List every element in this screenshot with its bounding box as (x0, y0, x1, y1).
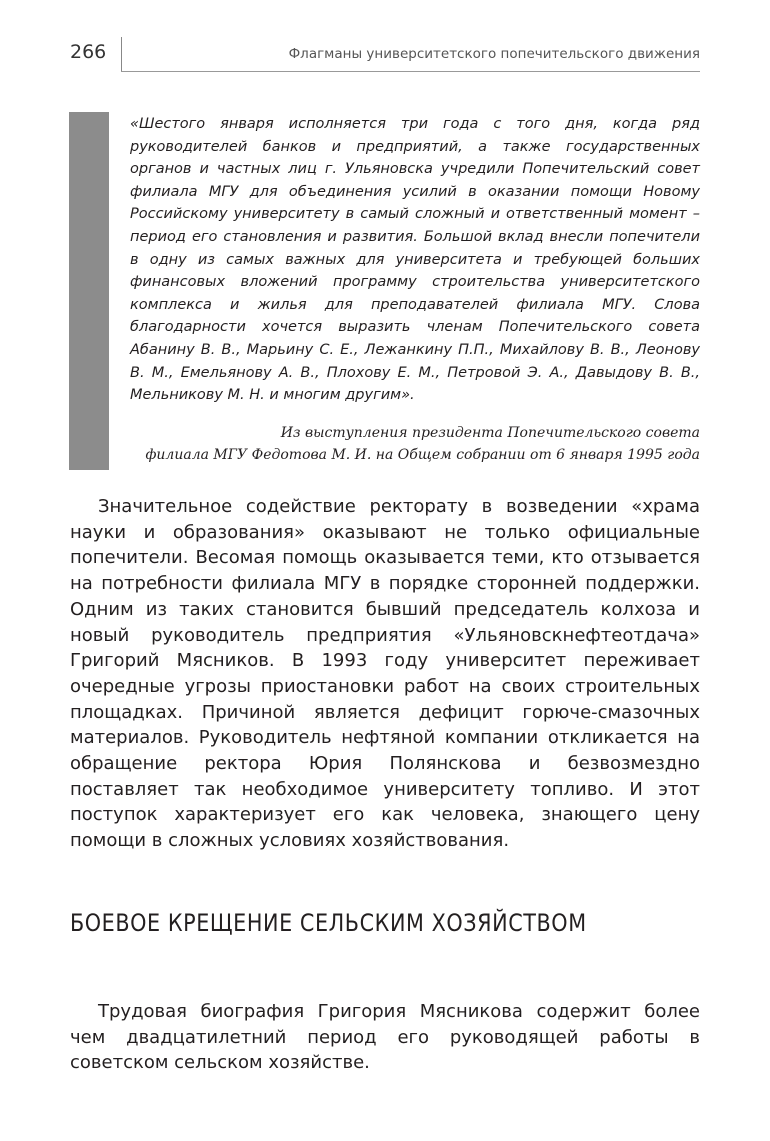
epigraph-quote: «Шестого января исполняется три года с того дня, когда ряд руководителей банков и предприятий, а также государственных органов и частных лиц г. Ульяновска учредили Попечительский совет филиала МГУ для объединения усилий в оказании помощи Новому Российскому университету в самый сложный и ответственный момент – период его становления и развития. Большой вклад внесли попечители в одну из самых важных для университета и требующей больших финансовых вложений программу строительства университетского комплекса и жилья для преподавателей филиала МГУ. Слова благодарности хочется выразить членам Попечительского совета Абанину В. В., Марьину С. Е., Лежанкину П.П., Михайлову В. В., Леонову В. М., Емельянову А. В., Плохову Е. М., Петровой Э. А., Давыдову В. В., Мельникову М. Н. и многим другим». (130, 116, 700, 404)
body-paragraph-1: Значительное содействие ректорату в возведении «храма науки и образования» оказывают не только официальные попечители. Весомая помощь оказывается теми, кто отзывается на потребности филиала МГУ в порядке сторонней поддержки. Одним из таких становится бывший председатель колхоза и новый руководитель предприятия «Ульяновскнефтеотдача» Григорий Мясников. В 1993 году университет переживает очередные угрозы приостановки работ на своих строительных площадках. Причиной является дефицит горюче-смазочных материалов. Руководитель нефтяной компании откликается на обращение ректора Юрия Полянскова и безвозмездно поставляет так необходимое университету топливо. И этот поступок характеризует его как человека, знающего цену помощи в сложных условиях хозяйствования. (70, 496, 700, 852)
running-title: Флагманы университетского попечительского движения (288, 46, 700, 62)
page-number: 266 (70, 41, 107, 63)
section-heading: БОЕВОЕ КРЕЩЕНИЕ СЕЛЬСКИМ ХОЗЯЙСТВОМ (70, 909, 587, 937)
attribution-line-1: Из выступления президента Попечительского совета (280, 425, 700, 441)
quote-accent-bar (69, 112, 109, 470)
attribution-line-2: филиала МГУ Федотова М. И. на Общем собрании от 6 января 1995 года (145, 446, 700, 463)
header-divider (121, 37, 122, 71)
body-paragraph-2: Трудовая биография Григория Мясникова содержит более чем двадцатилетний период его руководящей работы в советском сельском хозяйстве. (70, 1001, 700, 1074)
page-header (0, 0, 770, 80)
header-rule (121, 71, 700, 72)
epigraph-attribution (130, 423, 700, 466)
